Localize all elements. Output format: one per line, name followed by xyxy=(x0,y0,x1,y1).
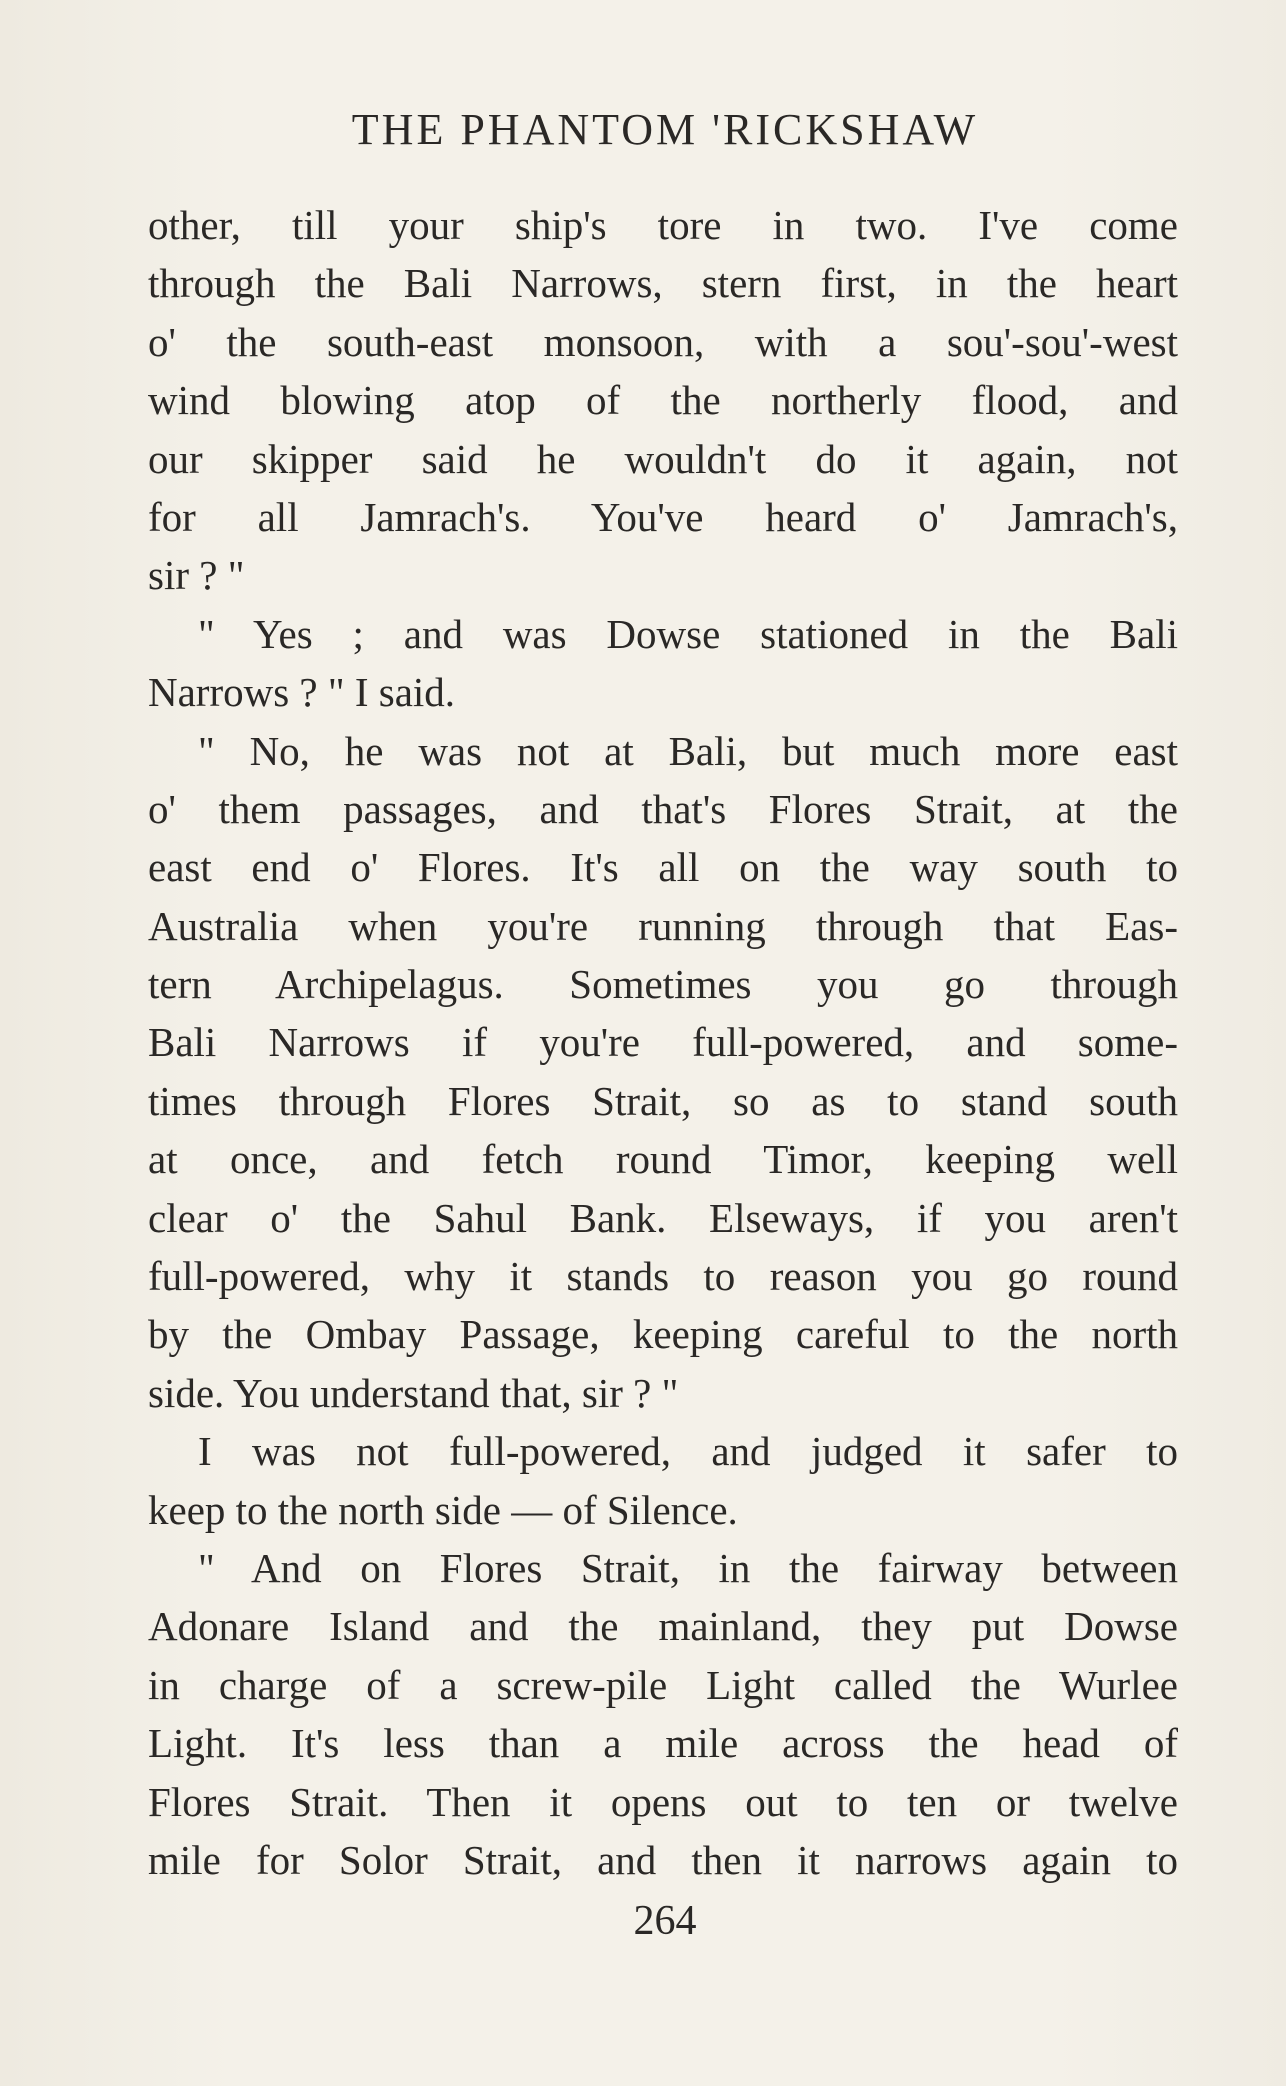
text-line: at once, and fetch round Timor, keeping well xyxy=(148,1136,1178,1183)
text-line: Flores Strait. Then it opens out to ten or twelve xyxy=(148,1778,1178,1825)
text-line: mile for Solor Strait, and then it narrows again to xyxy=(148,1836,1178,1883)
text-line: o' the south-east monsoon, with a sou'-sou'-west xyxy=(148,318,1178,365)
text-line: " And on Flores Strait, in the fairway between xyxy=(198,1544,1178,1591)
text-line: " No, he was not at Bali, but much more east xyxy=(198,727,1178,774)
text-line: Bali Narrows if you're full-powered, and some- xyxy=(148,1019,1178,1066)
text-line: through the Bali Narrows, stern first, in the heart xyxy=(148,260,1178,307)
body-text xyxy=(148,196,1178,1889)
page-number: 264 xyxy=(633,1898,697,1944)
text-line: Light. It's less than a mile across the head of xyxy=(148,1720,1178,1767)
text-line: Australia when you're running through that Eas- xyxy=(148,902,1178,949)
text-line: Adonare Island and the mainland, they put Dowse xyxy=(148,1603,1178,1650)
text-line: wind blowing atop of the northerly flood, and xyxy=(148,377,1178,424)
text-line: tern Archipelagus. Sometimes you go through xyxy=(148,961,1178,1008)
text-line: east end o' Flores. It's all on the way south to xyxy=(148,844,1178,891)
text-line: full-powered, why it stands to reason you go round xyxy=(148,1253,1178,1300)
text-line: times through Flores Strait, so as to stand south xyxy=(148,1077,1178,1124)
text-line: for all Jamrach's. You've heard o' Jamrach's, xyxy=(148,493,1178,540)
text-line: our skipper said he wouldn't do it again, not xyxy=(148,435,1178,482)
text-line: I was not full-powered, and judged it safer to xyxy=(198,1428,1178,1475)
text-line: clear o' the Sahul Bank. Elseways, if you aren't xyxy=(148,1194,1178,1241)
running-head: THE PHANTOM 'RICKSHAW xyxy=(351,105,979,154)
text-line: sir ? " xyxy=(148,552,245,599)
text-line: o' them passages, and that's Flores Strait, at the xyxy=(148,785,1178,832)
text-line: keep to the north side — of Silence. xyxy=(148,1486,738,1533)
text-line: " Yes ; and was Dowse stationed in the Bali xyxy=(198,610,1178,657)
text-line: Narrows ? " I said. xyxy=(148,669,456,716)
text-line: by the Ombay Passage, keeping careful to the north xyxy=(148,1311,1178,1358)
text-line: in charge of a screw-pile Light called the Wurlee xyxy=(148,1661,1178,1708)
text-line: side. You understand that, sir ? " xyxy=(148,1369,679,1416)
text-line: other, till your ship's tore in two. I've come xyxy=(148,202,1178,248)
